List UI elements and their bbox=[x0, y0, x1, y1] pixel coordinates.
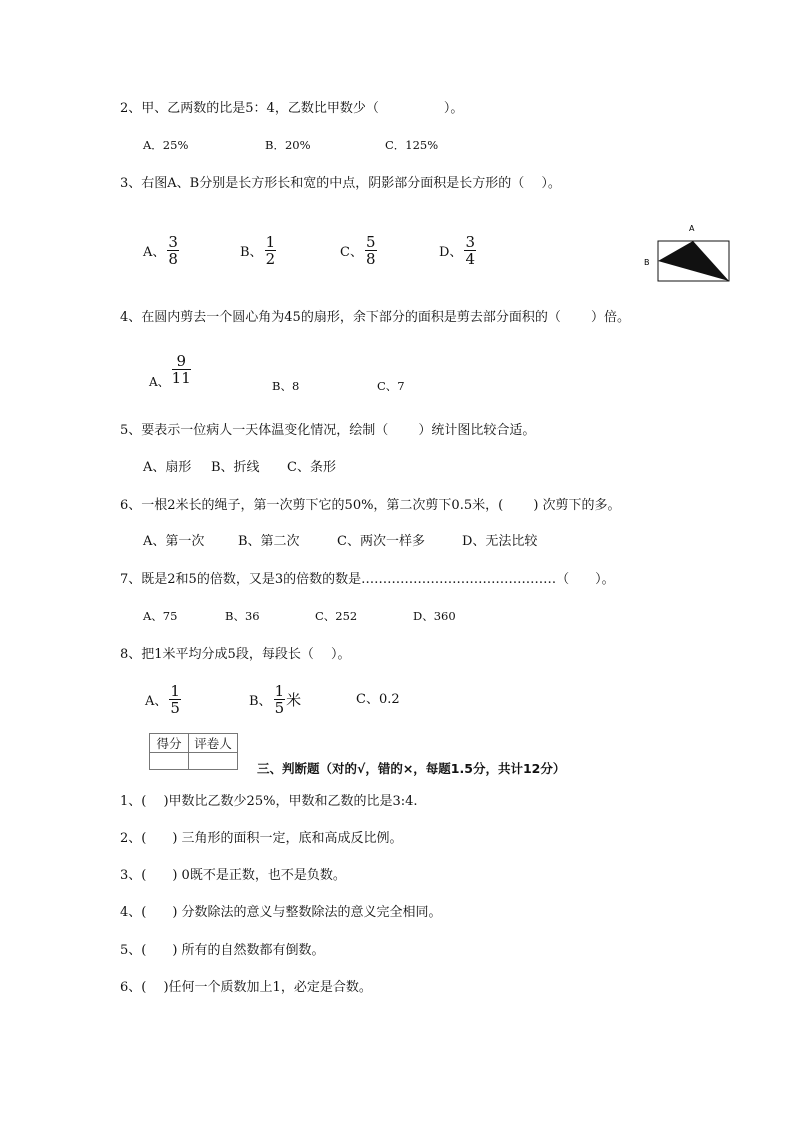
section-3-title: 三、判断题（对的√，错的×，每题1.5分，共计12分） bbox=[257, 761, 566, 776]
shaded-triangle bbox=[658, 241, 729, 281]
q5-option-b: B、折线 bbox=[211, 460, 260, 475]
denominator: 5 bbox=[170, 699, 180, 717]
tf-item-3: 3、( ) 0既不是正数，也不是负数。 bbox=[120, 868, 346, 883]
q3-option-c-fraction bbox=[365, 234, 377, 267]
q6-option-b: B、第二次 bbox=[238, 534, 300, 549]
grader-cell[interactable] bbox=[189, 753, 238, 770]
q3-option-d-label: D、 bbox=[439, 245, 463, 260]
figure-label-b: B bbox=[644, 258, 650, 267]
q3-option-a-label: A、 bbox=[143, 245, 166, 260]
numerator: 1 bbox=[274, 682, 285, 700]
q7-option-c: C、252 bbox=[315, 609, 358, 623]
question-7: 7、既是2和5的倍数，又是3的倍数的数是………………………………………（ ）。 bbox=[120, 572, 615, 587]
denominator: 8 bbox=[365, 250, 376, 268]
numerator: 9 bbox=[176, 352, 186, 370]
q5-option-a: A、扇形 bbox=[143, 460, 192, 475]
q3-option-b bbox=[240, 234, 276, 267]
numerator: 3 bbox=[465, 233, 475, 251]
q7-option-a: A、75 bbox=[143, 609, 178, 623]
q8-option-a-fraction bbox=[169, 683, 181, 716]
q3-option-d-fraction bbox=[464, 234, 476, 267]
score-header: 得分 bbox=[150, 734, 189, 753]
q3-option-c-label: C、 bbox=[340, 245, 363, 260]
question-2: 2、甲、乙两数的比是5：4，乙数比甲数少（ ）。 bbox=[120, 101, 464, 116]
numerator: 5 bbox=[365, 233, 376, 251]
question-8: 8、把1米平均分成5段，每段长（ ）。 bbox=[120, 647, 351, 662]
denominator: 2 bbox=[265, 250, 276, 268]
q8-option-a-label: A、 bbox=[145, 694, 168, 709]
question-5: 5、要表示一位病人一天体温变化情况，绘制（ ）统计图比较合适。 bbox=[120, 423, 536, 438]
q6-option-c: C、两次一样多 bbox=[337, 534, 425, 549]
grader-header: 评卷人 bbox=[189, 734, 238, 753]
q4-option-b: B、8 bbox=[272, 379, 300, 393]
q3-option-a-fraction bbox=[167, 234, 179, 267]
denominator: 4 bbox=[465, 250, 475, 268]
q6-option-d: D、无法比较 bbox=[462, 534, 538, 549]
q5-option-c: C、条形 bbox=[287, 460, 336, 475]
score-table bbox=[149, 733, 238, 770]
q6-option-a: A、第一次 bbox=[143, 534, 205, 549]
q2-option-a: A．25% bbox=[143, 138, 189, 152]
q3-option-a bbox=[143, 234, 179, 267]
numerator: 1 bbox=[265, 233, 276, 251]
q3-option-b-label: B、 bbox=[240, 245, 263, 260]
denominator: 8 bbox=[168, 250, 178, 268]
score-cell[interactable] bbox=[150, 753, 189, 770]
q3-option-b-fraction bbox=[265, 234, 277, 267]
q8-option-b bbox=[249, 683, 301, 716]
rectangle-figure bbox=[640, 220, 735, 285]
q8-option-b-label: B、 bbox=[249, 694, 272, 709]
numerator: 3 bbox=[168, 233, 178, 251]
q7-option-d: D、360 bbox=[413, 609, 456, 623]
tf-item-2: 2、( ) 三角形的面积一定，底和高成反比例。 bbox=[120, 831, 403, 846]
denominator: 11 bbox=[171, 369, 191, 387]
denominator: 5 bbox=[274, 699, 285, 717]
tf-item-6: 6、( )任何一个质数加上1，必定是合数。 bbox=[120, 980, 372, 995]
figure-label-a: A bbox=[689, 224, 695, 233]
q8-option-b-fraction bbox=[274, 683, 286, 716]
tf-item-5: 5、( ) 所有的自然数都有倒数。 bbox=[120, 943, 325, 958]
q2-option-c: C．125% bbox=[385, 138, 439, 152]
q4-option-a-label: A、 bbox=[149, 375, 170, 389]
q7-option-b: B、36 bbox=[225, 609, 260, 623]
q3-option-c bbox=[340, 234, 377, 267]
question-4: 4、在圆内剪去一个圆心角为45的扇形，余下部分的面积是剪去部分面积的（ ）倍。 bbox=[120, 310, 630, 325]
tf-item-1: 1、( )甲数比乙数少25%，甲数和乙数的比是3:4. bbox=[120, 794, 418, 809]
q4-option-c: C、7 bbox=[377, 379, 405, 393]
tf-item-4: 4、( ) 分数除法的意义与整数除法的意义完全相同。 bbox=[120, 905, 442, 920]
q2-option-b: B．20% bbox=[265, 138, 311, 152]
q4-option-a-fraction bbox=[172, 353, 191, 386]
q3-option-d bbox=[439, 234, 476, 267]
question-3: 3、右图A、B分别是长方形长和宽的中点，阴影部分面积是长方形的（ ）。 bbox=[120, 176, 561, 191]
q4-option-a bbox=[149, 353, 191, 390]
question-6: 6、一根2米长的绳子，第一次剪下它的50%，第二次剪下0.5米，( ) 次剪下的多。 bbox=[120, 498, 621, 513]
q8-option-c: C、0.2 bbox=[356, 692, 400, 707]
q8-option-b-unit: 米 bbox=[286, 691, 302, 709]
q8-option-a bbox=[145, 683, 181, 716]
numerator: 1 bbox=[170, 682, 180, 700]
